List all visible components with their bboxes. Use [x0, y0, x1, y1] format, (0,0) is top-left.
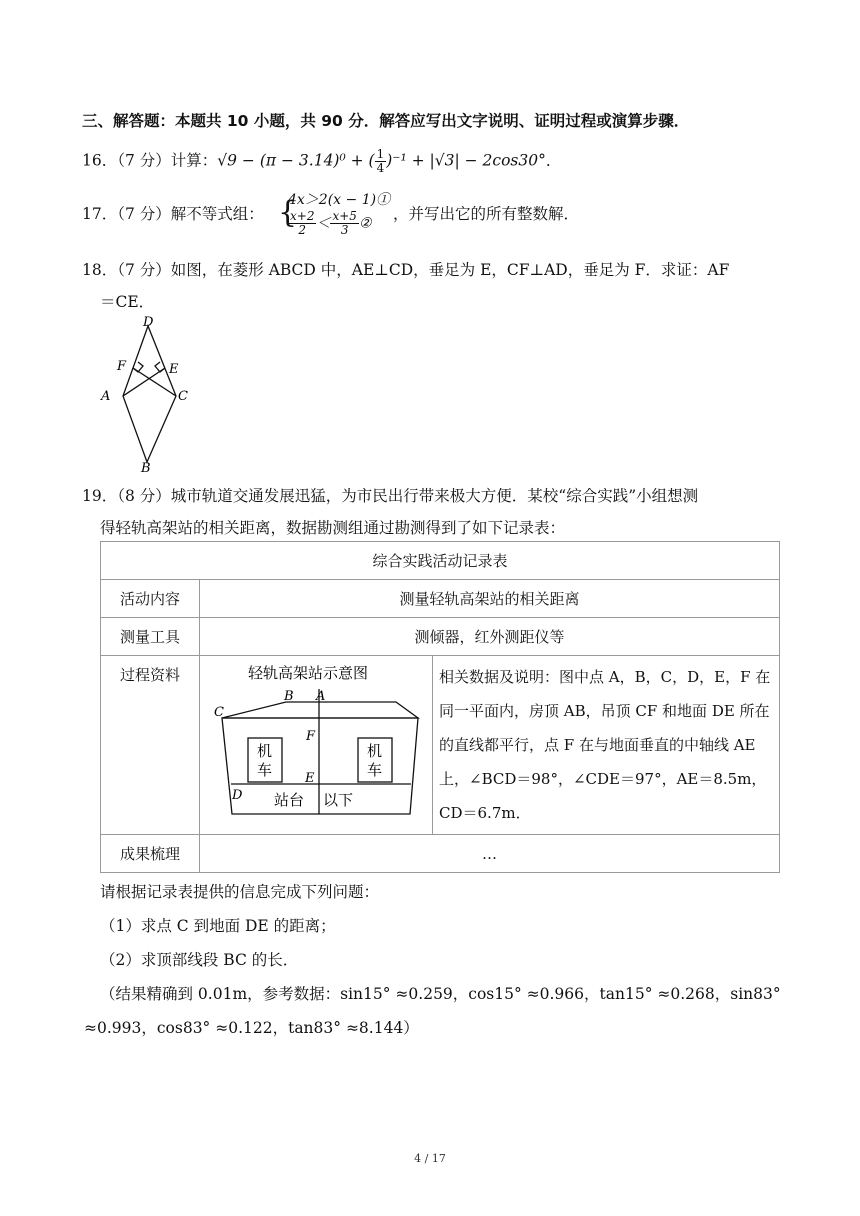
- svg-text:B: B: [284, 689, 294, 704]
- point-E-label: E: [169, 362, 179, 377]
- q16-label: 16．（7 分）计算：: [82, 151, 218, 170]
- brace-icon: {: [278, 195, 298, 230]
- svg-text:车: 车: [367, 761, 383, 779]
- svg-text:F: F: [306, 729, 316, 744]
- section-title: 三、解答题：本题共 10 小题，共 90 分．解答应写出文字说明、证明过程或演算步骤．: [82, 112, 690, 130]
- record-table: [100, 541, 780, 873]
- q17-ineq-2: $\frac{x+2}{2}$ ＜ $\frac{x+5}{3}$ ②: [290, 209, 372, 237]
- point-B-label: B: [141, 461, 151, 474]
- point-C-label: C: [178, 389, 188, 404]
- svg-text:机: 机: [257, 742, 273, 760]
- point-F-label: F: [117, 359, 127, 374]
- rhombus-figure: [95, 312, 205, 474]
- table-title: 综合实践活动记录表: [101, 542, 780, 580]
- q16-expr-a: √9 − (π − 3.14)⁰ + (: [217, 151, 375, 170]
- q19-sub-2: （2）求顶部线段 BC 的长．: [100, 951, 299, 969]
- q17-ineq-1: 4x＞2(x − 1)①: [288, 192, 391, 208]
- svg-text:车: 车: [257, 761, 273, 779]
- diagram-title: 轻轨高架站示意图: [248, 664, 369, 682]
- q19-sub-1: （1）求点 C 到地面 DE 的距离；: [100, 917, 336, 935]
- svg-text:D: D: [232, 788, 243, 803]
- q19-prompt: 请根据记录表提供的信息完成下列问题：: [100, 883, 380, 901]
- row-label-results: 成果梳理: [101, 835, 200, 873]
- row-label-tools: 测量工具: [101, 618, 200, 656]
- row-value-results: …: [200, 835, 780, 873]
- svg-text:C: C: [214, 705, 224, 720]
- station-diagram: [200, 656, 432, 830]
- row-value-content: 测量轻轨高架站的相关距离: [200, 580, 780, 618]
- q18-line-1: 18．（7 分）如图，在菱形 ABCD 中，AE⊥CD，垂足为 E，CF⊥AD，垂足为 F．求证：AF: [82, 261, 730, 279]
- row-label-content: 活动内容: [101, 580, 200, 618]
- q16-expr-b: )⁻¹ + |√3| − 2cos30°: [386, 151, 546, 170]
- diagram-description: 相关数据及说明：图中点 A，B，C，D，E，F 在同一平面内，房顶 AB，吊顶 CF 和地面 DE 所在的直线都平行，点 F 在与地面垂直的中轴线 AE 上，∠BCD＝98°，∠CDE＝97°，AE＝8.5m，CD＝6.7m．: [433, 656, 780, 835]
- svg-text:A: A: [316, 689, 326, 704]
- question-16: 16．（7 分）计算：√9 − (π − 3.14)⁰ + ( $\frac{1}{4}$ )⁻¹ + |√3| − 2cos30°．: [82, 147, 562, 175]
- q17-tail: ，并写出它的所有整数解．: [393, 205, 580, 223]
- row-value-tools: 测倾器，红外测距仪等: [200, 618, 780, 656]
- q19-line-2: 得轻轨高架站的相关距离，数据勘测组通过勘测得到了如下记录表：: [100, 519, 566, 537]
- svg-text:E: E: [305, 771, 315, 786]
- point-A-label: A: [101, 389, 111, 404]
- svg-text:机: 机: [367, 742, 383, 760]
- page-number: 4 / 17: [414, 1152, 446, 1165]
- point-D-label: D: [143, 315, 154, 330]
- q16-fraction: $\frac{1}{4}$: [376, 147, 385, 175]
- svg-text:以下: 以下: [323, 791, 354, 809]
- svg-text:站台: 站台: [274, 791, 305, 809]
- q17-label: 17．（7 分）解不等式组：: [82, 205, 264, 223]
- row-label-process: 过程资料: [101, 656, 200, 835]
- q19-note-2: ≈0.993，cos83° ≈0.122，tan83° ≈8.144）: [84, 1019, 419, 1037]
- q19-line-1: 19．（8 分）城市轨道交通发展迅猛，为市民出行带来极大方便．某校“综合实践”小组想测: [82, 487, 699, 505]
- diagram-cell: [200, 656, 433, 835]
- q19-note-1: （结果精确到 0.01m，参考数据：sin15° ≈0.259，cos15° ≈0.966，tan15° ≈0.268，sin83°: [100, 985, 781, 1003]
- q18-line-2: ＝CE．: [100, 293, 155, 311]
